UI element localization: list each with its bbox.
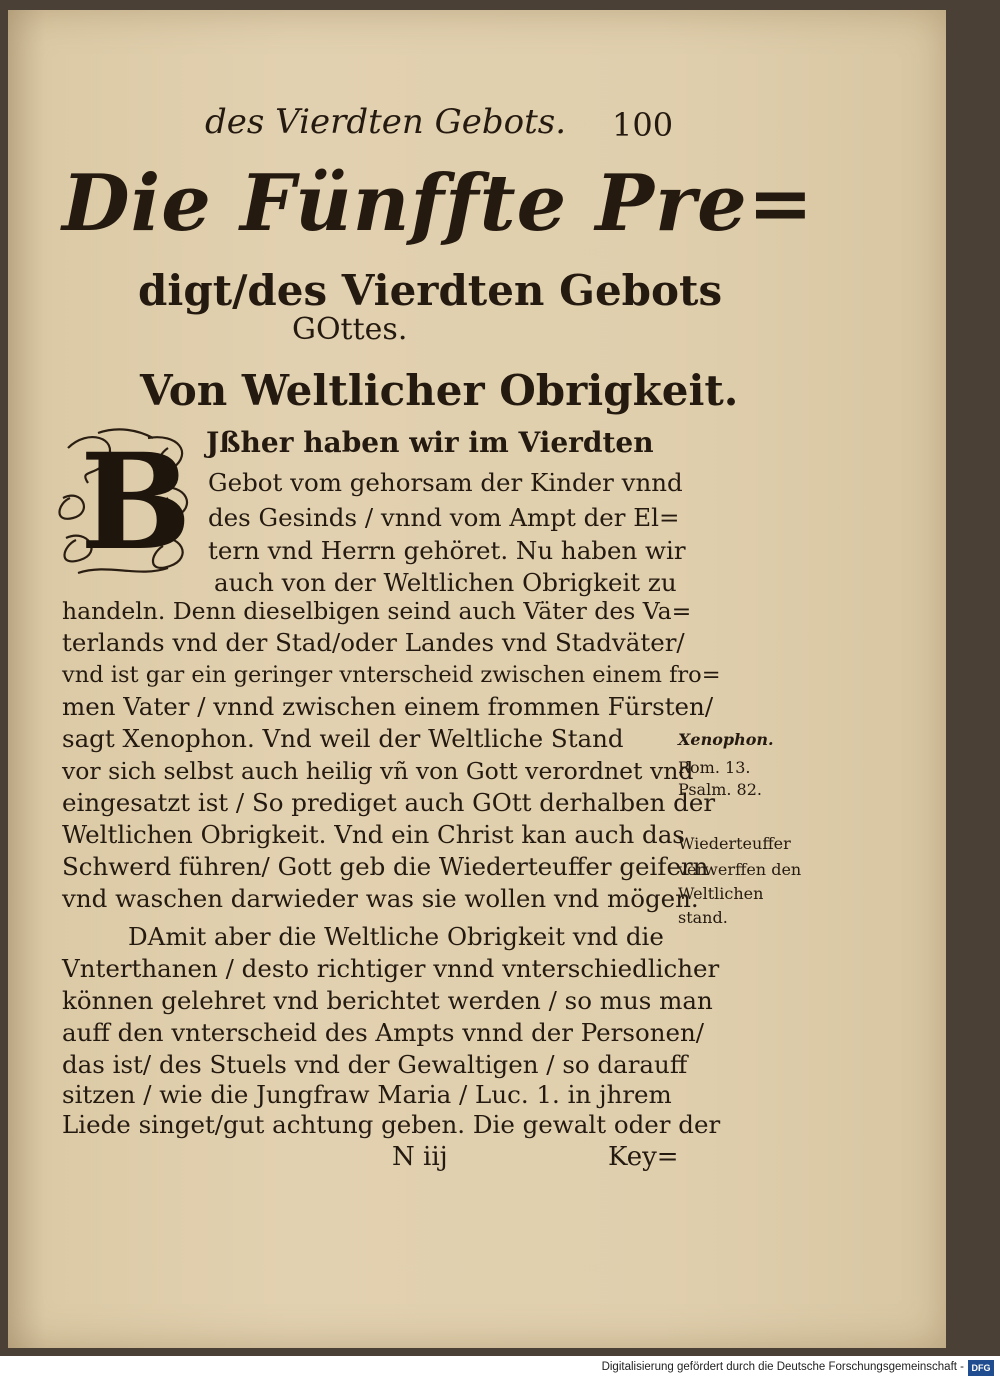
margin-note-line: stand. — [678, 908, 728, 927]
dfg-logo-icon[interactable]: DFG — [968, 1360, 994, 1376]
body-line: auch von der Weltlichen Obrigkeit zu — [214, 568, 677, 597]
chapter-title-line-2: digt/des Vierdten Gebots — [138, 266, 723, 315]
margin-note-xenophon: Xenophon. — [678, 730, 774, 749]
decorated-initial — [58, 425, 198, 580]
credit-footer — [0, 1356, 1000, 1383]
body-line: sagt Xenophon. Vnd weil der Weltliche Stand — [62, 724, 624, 753]
credit-text: Digitalisierung gefördert durch die Deutsche Forschungsgemeinschaft - — [601, 1361, 964, 1373]
body-line: vor sich selbst auch heilig vñ von Gott verordnet vnd — [62, 757, 694, 785]
body-line: men Vater / vnnd zwischen einem frommen Fürsten/ — [62, 692, 714, 721]
body-line: auff den vnterscheid des Ampts vnnd der Personen/ — [62, 1018, 705, 1047]
body-line: Gebot vom gehorsam der Kinder vnnd — [208, 468, 683, 497]
margin-note-line: verwerffen den — [678, 860, 802, 879]
body-line: des Gesinds / vnnd vom Ampt der El= — [208, 503, 680, 532]
catchword: Key= — [608, 1142, 679, 1172]
margin-note-line: Weltlichen — [678, 884, 764, 903]
body-line: vnd ist gar ein geringer vnterscheid zwischen einem fro= — [62, 662, 721, 688]
body-line: sitzen / wie die Jungfraw Maria / Luc. 1. in jhrem — [62, 1080, 672, 1109]
margin-note-rom: Rom. 13. — [678, 758, 751, 777]
body-line: handeln. Denn dieselbigen seind auch Väter des Va= — [62, 597, 692, 625]
chapter-subtitle: Von Weltlicher Obrigkeit. — [140, 366, 739, 415]
body-line: Vnterthanen / desto richtiger vnnd vnterschiedlicher — [62, 954, 720, 983]
chapter-title-line-3: GOttes. — [292, 312, 408, 347]
body-line: Liede singet/gut achtung geben. Die gewalt oder der — [62, 1110, 721, 1139]
body-line: das ist/ des Stuels vnd der Gewaltigen / so darauff — [62, 1050, 688, 1079]
chapter-title-line-1: Die Fünffte Pre= — [62, 158, 815, 249]
initial-letter: B — [80, 425, 192, 580]
margin-note-psalm: Psalm. 82. — [678, 780, 762, 799]
body-line: tern vnd Herrn gehöret. Nu haben wir — [208, 536, 686, 565]
body-line: Jßher haben wir im Vierdten — [206, 426, 654, 459]
body-line: Schwerd führen/ Gott geb die Wiederteuffer geifern — [62, 852, 709, 881]
signature-mark: N iij — [392, 1142, 448, 1172]
body-line: DAmit aber die Weltliche Obrigkeit vnd die — [128, 922, 664, 951]
margin-note-line: Wiederteuffer — [678, 834, 791, 853]
page-number: 100 — [612, 106, 674, 144]
body-line: eingesatzt ist / So prediget auch GOtt derhalben der — [62, 788, 716, 817]
running-head: des Vierdten Gebots. — [205, 102, 567, 142]
body-line: können gelehret vnd berichtet werden / so mus man — [62, 986, 713, 1015]
body-line: vnd waschen darwieder was sie wollen vnd mögen. — [62, 884, 699, 913]
body-line: Weltlichen Obrigkeit. Vnd ein Christ kan auch das — [62, 820, 685, 849]
page-header — [0, 102, 1000, 146]
body-line: terlands vnd der Stad/oder Landes vnd Stadväter/ — [62, 628, 685, 657]
